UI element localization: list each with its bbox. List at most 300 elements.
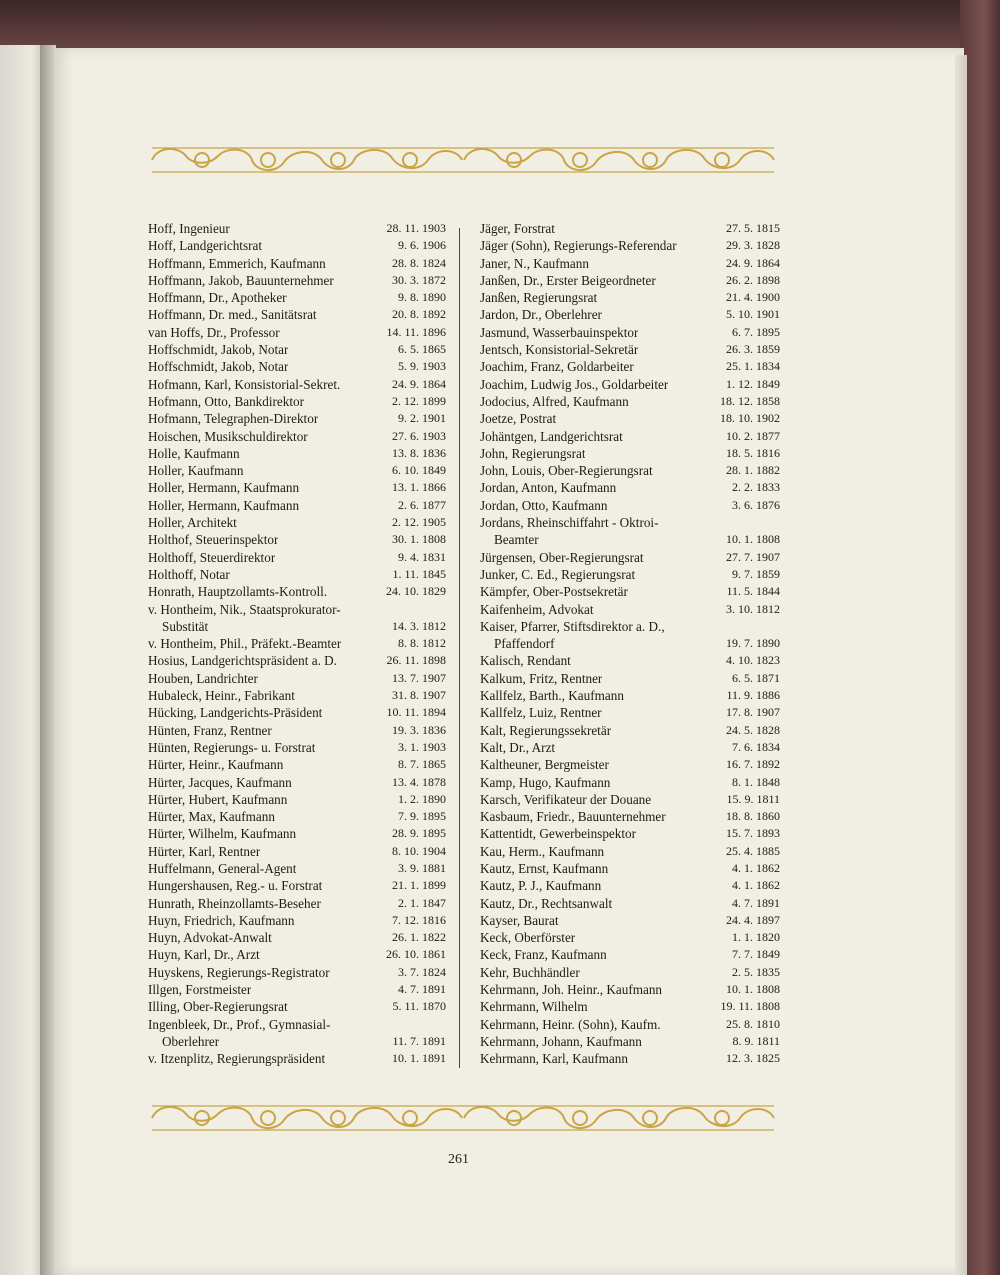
list-item <box>480 358 780 375</box>
list-item <box>480 306 780 323</box>
list-item <box>148 704 446 721</box>
entry-name: v. Hontheim, Nik., Staatsprokurator- <box>148 601 341 617</box>
entry-name-continued: Beamter <box>494 532 539 548</box>
entry-date: 30. 1. 1808 <box>392 532 446 547</box>
entry-name: Hofmann, Karl, Konsistorial-Sekret. <box>148 376 341 392</box>
entry-date: 8. 9. 1811 <box>732 1033 780 1048</box>
entry-name: Ingenbleek, Dr., Prof., Gymnasial- <box>148 1016 331 1032</box>
entry-name: Kehrmann, Johann, Kaufmann <box>480 1033 642 1049</box>
entry-name: Jodocius, Alfred, Kaufmann <box>480 393 629 409</box>
entry-date: 9. 4. 1831 <box>398 549 446 564</box>
entry-date: 9. 8. 1890 <box>398 290 446 305</box>
entry-date: 31. 8. 1907 <box>392 688 446 703</box>
entry-name: Hürter, Wilhelm, Kaufmann <box>148 826 297 842</box>
entry-name: Janer, N., Kaufmann <box>480 255 589 271</box>
entry-date: 13. 7. 1907 <box>392 670 446 685</box>
entry-date: 3. 6. 1876 <box>732 497 780 512</box>
list-item <box>148 652 446 669</box>
entry-name: Hürter, Heinr., Kaufmann <box>148 757 284 773</box>
entry-name: Holler, Architekt <box>148 515 237 531</box>
entry-name: Kasbaum, Friedr., Bauunternehmer <box>480 809 666 825</box>
list-item <box>148 497 446 514</box>
entry-date: 26. 1. 1822 <box>392 930 446 945</box>
book-cover-top <box>0 0 1000 55</box>
entry-name: Hofmann, Telegraphen-Direktor <box>148 411 319 427</box>
entry-name: van Hoffs, Dr., Professor <box>148 324 280 340</box>
list-item <box>148 479 446 496</box>
entry-name: Kämpfer, Ober-Postsekretär <box>480 584 628 600</box>
entry-name: Joachim, Franz, Goldarbeiter <box>480 359 634 375</box>
entry-date: 15. 7. 1893 <box>726 826 780 841</box>
entry-name: Kautz, Ernst, Kaufmann <box>480 860 609 876</box>
entry-name: Hoff, Landgerichtsrat <box>148 238 263 254</box>
entry-name: Joachim, Ludwig Jos., Goldarbeiter <box>480 376 669 392</box>
list-item <box>148 1050 446 1067</box>
list-item <box>148 601 446 636</box>
list-item <box>148 1016 446 1051</box>
entry-name: Kautz, P. J., Kaufmann <box>480 878 602 894</box>
entry-name: Kamp, Hugo, Kaufmann <box>480 774 611 790</box>
entry-name: Hoffmann, Emmerich, Kaufmann <box>148 255 326 271</box>
entry-name: Jordan, Anton, Kaufmann <box>480 480 617 496</box>
list-item <box>480 255 780 272</box>
list-item <box>148 774 446 791</box>
entry-name: Huyn, Friedrich, Kaufmann <box>148 912 295 928</box>
entry-date: 19. 11. 1808 <box>720 999 780 1014</box>
list-item <box>148 687 446 704</box>
entry-date: 19. 7. 1890 <box>726 636 780 651</box>
entry-date: 24. 4. 1897 <box>726 912 780 927</box>
entry-date: 21. 4. 1900 <box>726 290 780 305</box>
list-item <box>148 895 446 912</box>
entry-date: 21. 1. 1899 <box>392 878 446 893</box>
page-edge <box>955 55 967 1275</box>
entry-date: 6. 5. 1871 <box>732 670 780 685</box>
list-item <box>148 756 446 773</box>
entry-date: 7. 9. 1895 <box>398 809 446 824</box>
entry-name: Hoffmann, Dr., Apotheker <box>148 290 287 306</box>
entry-name: Hünten, Regierungs- u. Forstrat <box>148 739 316 755</box>
entry-date: 19. 3. 1836 <box>392 722 446 737</box>
list-item <box>148 981 446 998</box>
list-item <box>148 670 446 687</box>
list-item <box>480 774 780 791</box>
entry-date: 18. 8. 1860 <box>726 809 780 824</box>
entry-name: Kaltheuner, Bergmeister <box>480 757 609 773</box>
list-item <box>480 704 780 721</box>
entry-name-continued: Substität <box>162 618 209 634</box>
list-item <box>148 860 446 877</box>
entry-date: 11. 7. 1891 <box>392 1033 446 1048</box>
list-item <box>480 1033 780 1050</box>
entry-name: Jäger, Forstrat <box>480 221 555 236</box>
list-item <box>480 670 780 687</box>
entry-name: John, Louis, Ober-Regierungsrat <box>480 463 653 479</box>
entry-date: 5. 11. 1870 <box>392 999 446 1014</box>
entry-date: 11. 9. 1886 <box>726 688 780 703</box>
entry-date: 30. 3. 1872 <box>392 272 446 287</box>
entry-name: Kallfelz, Luiz, Rentner <box>480 705 602 721</box>
entry-date: 4. 10. 1823 <box>726 653 780 668</box>
list-item <box>480 791 780 808</box>
right-column <box>480 220 780 1068</box>
entry-date: 25. 1. 1834 <box>726 359 780 374</box>
list-item <box>480 497 780 514</box>
list-item <box>480 843 780 860</box>
entry-date: 2. 12. 1899 <box>392 393 446 408</box>
entry-name: Jordans, Rheinschiffahrt - Oktroi- <box>480 515 659 531</box>
list-item <box>148 289 446 306</box>
list-item <box>148 237 446 254</box>
list-item <box>480 1050 780 1067</box>
list-item <box>148 583 446 600</box>
entry-name: v. Hontheim, Phil., Präfekt.-Beamter <box>148 636 342 652</box>
entry-name: Junker, C. Ed., Regierungsrat <box>480 566 636 582</box>
entry-date: 24. 10. 1829 <box>386 584 446 599</box>
list-item <box>148 376 446 393</box>
list-item <box>480 583 780 600</box>
list-item <box>148 912 446 929</box>
entry-date: 2. 12. 1905 <box>392 515 446 530</box>
entry-date: 9. 6. 1906 <box>398 238 446 253</box>
decorative-border-top <box>148 142 778 178</box>
entry-date: 4. 7. 1891 <box>732 895 780 910</box>
list-item <box>148 964 446 981</box>
entry-date: 3. 1. 1903 <box>398 739 446 754</box>
entry-date: 24. 5. 1828 <box>726 722 780 737</box>
list-item <box>148 324 446 341</box>
entry-date: 14. 3. 1812 <box>392 618 446 633</box>
list-item <box>148 739 446 756</box>
entry-name: Johäntgen, Landgerichtsrat <box>480 428 623 444</box>
entry-name: Jardon, Dr., Oberlehrer <box>480 307 602 323</box>
entry-date: 26. 3. 1859 <box>726 342 780 357</box>
entry-date: 1. 11. 1845 <box>392 566 446 581</box>
list-item <box>480 428 780 445</box>
entry-name: Holler, Hermann, Kaufmann <box>148 497 300 513</box>
entry-date: 5. 10. 1901 <box>726 307 780 322</box>
entry-name: Hunrath, Rheinzollamts-Beseher <box>148 895 321 911</box>
entry-date: 3. 7. 1824 <box>398 964 446 979</box>
entry-name: Hoffschmidt, Jakob, Notar <box>148 359 289 375</box>
entry-date: 8. 8. 1812 <box>398 636 446 651</box>
entry-name: Hoffmann, Dr. med., Sanitätsrat <box>148 307 317 323</box>
entry-date: 12. 3. 1825 <box>726 1051 780 1066</box>
entry-date: 9. 7. 1859 <box>732 566 780 581</box>
entry-name: Hürter, Jacques, Kaufmann <box>148 774 292 790</box>
entry-date: 11. 5. 1844 <box>726 584 780 599</box>
entry-name: Hürter, Karl, Rentner <box>148 843 261 859</box>
entry-name: Holle, Kaufmann <box>148 445 240 461</box>
entry-name-continued: Pfaffendorf <box>494 636 555 652</box>
entry-name: Kehrmann, Karl, Kaufmann <box>480 1051 628 1067</box>
list-item <box>148 514 446 531</box>
list-item <box>480 324 780 341</box>
entry-date: 8. 7. 1865 <box>398 757 446 772</box>
entry-name: Kehrmann, Joh. Heinr., Kaufmann <box>480 982 663 998</box>
entry-date: 18. 5. 1816 <box>726 445 780 460</box>
entry-date: 13. 4. 1878 <box>392 774 446 789</box>
list-item <box>148 445 446 462</box>
list-item <box>480 393 780 410</box>
entry-name: Jasmund, Wasserbauinspektor <box>480 324 639 340</box>
entry-name: Hosius, Landgerichtspräsident a. D. <box>148 653 337 669</box>
left-column <box>148 220 446 1068</box>
entry-date: 6. 7. 1895 <box>732 324 780 339</box>
entry-continuation <box>480 531 780 548</box>
entry-date: 29. 3. 1828 <box>726 238 780 253</box>
list-item <box>148 306 446 323</box>
list-item <box>480 739 780 756</box>
list-item <box>148 843 446 860</box>
entry-date: 16. 7. 1892 <box>726 757 780 772</box>
entry-name: Kau, Herm., Kaufmann <box>480 843 605 859</box>
list-item <box>480 929 780 946</box>
list-item <box>480 479 780 496</box>
entry-continuation <box>148 1033 446 1050</box>
entry-name: Hücking, Landgerichts-Präsident <box>148 705 323 721</box>
entry-date: 1. 2. 1890 <box>398 791 446 806</box>
decorative-border-bottom <box>148 1100 778 1136</box>
entry-date: 13. 8. 1836 <box>392 445 446 460</box>
list-item <box>480 618 780 653</box>
entry-name: Illing, Ober-Regierungsrat <box>148 999 288 1015</box>
entry-date: 18. 12. 1858 <box>720 393 780 408</box>
entry-name: Keck, Franz, Kaufmann <box>480 947 607 963</box>
entry-name: Joetze, Postrat <box>480 411 557 427</box>
entry-name: Kalt, Dr., Arzt <box>480 739 556 755</box>
list-item <box>480 860 780 877</box>
entry-date: 28. 11. 1903 <box>386 221 446 235</box>
list-item <box>148 722 446 739</box>
entry-date: 26. 11. 1898 <box>386 653 446 668</box>
entry-date: 1. 12. 1849 <box>726 376 780 391</box>
entry-name: Hürter, Max, Kaufmann <box>148 809 275 825</box>
list-item <box>148 549 446 566</box>
entry-date: 3. 10. 1812 <box>726 601 780 616</box>
entry-date: 4. 7. 1891 <box>398 982 446 997</box>
entry-date: 28. 9. 1895 <box>392 826 446 841</box>
entry-name: Kayser, Baurat <box>480 912 559 928</box>
entry-date: 8. 10. 1904 <box>392 843 446 858</box>
entry-name: Hoffmann, Jakob, Bauunternehmer <box>148 272 334 288</box>
entry-date: 6. 10. 1849 <box>392 463 446 478</box>
list-item <box>480 566 780 583</box>
entry-date: 27. 7. 1907 <box>726 549 780 564</box>
entry-date: 7. 12. 1816 <box>392 912 446 927</box>
entry-name: Hürter, Hubert, Kaufmann <box>148 791 288 807</box>
list-item <box>148 877 446 894</box>
entry-date: 10. 11. 1894 <box>386 705 446 720</box>
column-divider <box>459 228 460 1068</box>
entry-date: 24. 9. 1864 <box>392 376 446 391</box>
list-item <box>148 998 446 1015</box>
list-item <box>480 462 780 479</box>
entry-name: Kattentidt, Gewerbeinspektor <box>480 826 637 842</box>
entry-name: Hofmann, Otto, Bankdirektor <box>148 393 305 409</box>
entry-date: 27. 5. 1815 <box>726 221 780 235</box>
list-item <box>480 549 780 566</box>
list-item <box>480 964 780 981</box>
entry-name: Huyskens, Regierungs-Registrator <box>148 964 330 980</box>
list-item <box>480 376 780 393</box>
entry-date: 10. 1. 1808 <box>726 532 780 547</box>
entry-name: Hünten, Franz, Rentner <box>148 722 272 738</box>
entry-name: Jäger (Sohn), Regierungs-Referendar <box>480 238 677 254</box>
list-item <box>148 341 446 358</box>
entry-date: 2. 5. 1835 <box>732 964 780 979</box>
page-number: 261 <box>448 1152 469 1167</box>
list-item <box>480 341 780 358</box>
entry-name: Hoischen, Musikschuldirektor <box>148 428 308 444</box>
list-item <box>148 462 446 479</box>
list-item <box>148 808 446 825</box>
entry-name: Huyn, Karl, Dr., Arzt <box>148 947 260 963</box>
entry-date: 3. 9. 1881 <box>398 860 446 875</box>
list-item <box>148 791 446 808</box>
list-item <box>148 428 446 445</box>
list-item <box>480 237 780 254</box>
list-item <box>148 220 446 237</box>
ornament-icon <box>148 1100 778 1136</box>
list-item <box>480 289 780 306</box>
list-item <box>148 531 446 548</box>
list-item <box>480 687 780 704</box>
list-item <box>148 566 446 583</box>
entry-name: Kalt, Regierungssekretär <box>480 722 612 738</box>
list-item <box>480 912 780 929</box>
entry-date: 20. 8. 1892 <box>392 307 446 322</box>
entry-name: John, Regierungsrat <box>480 445 586 461</box>
entry-name: Kehrmann, Heinr. (Sohn), Kaufm. <box>480 1016 661 1032</box>
entry-name: Hoffschmidt, Jakob, Notar <box>148 342 289 358</box>
list-item <box>148 272 446 289</box>
entry-date: 17. 8. 1907 <box>726 705 780 720</box>
entry-date: 4. 1. 1862 <box>732 860 780 875</box>
entry-date: 2. 6. 1877 <box>398 497 446 512</box>
list-item <box>480 601 780 618</box>
entry-name: Holthof, Steuerinspektor <box>148 532 279 548</box>
list-item <box>480 946 780 963</box>
previous-page-edge <box>0 45 45 1275</box>
entry-name: Kehr, Buchhändler <box>480 964 580 980</box>
entry-name: Kehrmann, Wilhelm <box>480 999 588 1015</box>
entry-date: 27. 6. 1903 <box>392 428 446 443</box>
entry-name: Holler, Hermann, Kaufmann <box>148 480 300 496</box>
list-item <box>480 410 780 427</box>
entry-date: 9. 2. 1901 <box>398 411 446 426</box>
list-item <box>480 220 780 237</box>
entry-date: 10. 1. 1808 <box>726 982 780 997</box>
entry-continuation <box>480 635 780 652</box>
list-item <box>148 393 446 410</box>
list-item <box>480 652 780 669</box>
entry-name: Holler, Kaufmann <box>148 463 244 479</box>
entry-date: 1. 1. 1820 <box>732 930 780 945</box>
entry-date: 10. 1. 1891 <box>392 1051 446 1066</box>
entry-name: Kautz, Dr., Rechtsanwalt <box>480 895 613 911</box>
list-item <box>148 946 446 963</box>
entry-date: 26. 10. 1861 <box>386 947 446 962</box>
entry-date: 2. 2. 1833 <box>732 480 780 495</box>
list-item <box>148 255 446 272</box>
entry-date: 7. 6. 1834 <box>732 739 780 754</box>
list-item <box>480 445 780 462</box>
entry-date: 26. 2. 1898 <box>726 272 780 287</box>
entry-date: 18. 10. 1902 <box>720 411 780 426</box>
entry-date: 5. 9. 1903 <box>398 359 446 374</box>
entry-date: 7. 7. 1849 <box>732 947 780 962</box>
list-item <box>480 1016 780 1033</box>
entry-date: 4. 1. 1862 <box>732 878 780 893</box>
list-item <box>480 514 780 549</box>
entry-name: Janßen, Dr., Erster Beigeordneter <box>480 272 656 288</box>
entry-date: 25. 8. 1810 <box>726 1016 780 1031</box>
entry-name: Kallfelz, Barth., Kaufmann <box>480 688 624 704</box>
entry-name: Hubaleck, Heinr., Fabrikant <box>148 688 295 704</box>
list-item <box>148 410 446 427</box>
entry-name: Honrath, Hauptzollamts-Kontroll. <box>148 584 328 600</box>
list-item <box>480 895 780 912</box>
entry-name: Hungershausen, Reg.- u. Forstrat <box>148 878 323 894</box>
list-item <box>480 808 780 825</box>
list-item <box>480 877 780 894</box>
entry-name: Jentsch, Konsistorial-Sekretär <box>480 342 639 358</box>
list-item <box>480 998 780 1015</box>
entry-name: Illgen, Forstmeister <box>148 982 252 998</box>
list-item <box>148 358 446 375</box>
entry-date: 15. 9. 1811 <box>726 791 780 806</box>
entry-date: 6. 5. 1865 <box>398 342 446 357</box>
entry-date: 24. 9. 1864 <box>726 255 780 270</box>
list-item <box>148 929 446 946</box>
entry-date: 10. 2. 1877 <box>726 428 780 443</box>
list-item <box>148 635 446 652</box>
entry-name: Hoff, Ingenieur <box>148 221 230 236</box>
list-item <box>480 981 780 998</box>
entry-name: Kaiser, Pfarrer, Stiftsdirektor a. D., <box>480 618 665 634</box>
entry-name: Houben, Landrichter <box>148 670 258 686</box>
entry-name: Holthoff, Steuerdirektor <box>148 549 276 565</box>
list-item <box>480 756 780 773</box>
entry-date: 28. 8. 1824 <box>392 255 446 270</box>
entry-name: Keck, Oberförster <box>480 930 576 946</box>
list-item <box>480 825 780 842</box>
entry-name: Karsch, Verifikateur der Douane <box>480 791 652 807</box>
entry-date: 2. 1. 1847 <box>398 895 446 910</box>
entry-name: Kalkum, Fritz, Rentner <box>480 670 603 686</box>
entry-date: 25. 4. 1885 <box>726 843 780 858</box>
entry-name: Kaifenheim, Advokat <box>480 601 594 617</box>
list-item <box>480 722 780 739</box>
entry-date: 13. 1. 1866 <box>392 480 446 495</box>
entry-date: 8. 1. 1848 <box>732 774 780 789</box>
entry-name: Huyn, Advokat-Anwalt <box>148 930 272 946</box>
entry-name: Kalisch, Rendant <box>480 653 571 669</box>
ornament-icon <box>148 142 778 178</box>
entry-name: Huffelmann, General-Agent <box>148 860 297 876</box>
list-item <box>480 272 780 289</box>
entry-date: 28. 1. 1882 <box>726 463 780 478</box>
entry-name: Holthoff, Notar <box>148 566 230 582</box>
entry-continuation <box>148 618 446 635</box>
list-item <box>148 825 446 842</box>
entry-name-continued: Oberlehrer <box>162 1033 220 1049</box>
entry-name: Janßen, Regierungsrat <box>480 290 598 306</box>
entry-name: v. Itzenplitz, Regierungspräsident <box>148 1051 326 1067</box>
entry-name: Jordan, Otto, Kaufmann <box>480 497 608 513</box>
entry-date: 14. 11. 1896 <box>386 324 446 339</box>
